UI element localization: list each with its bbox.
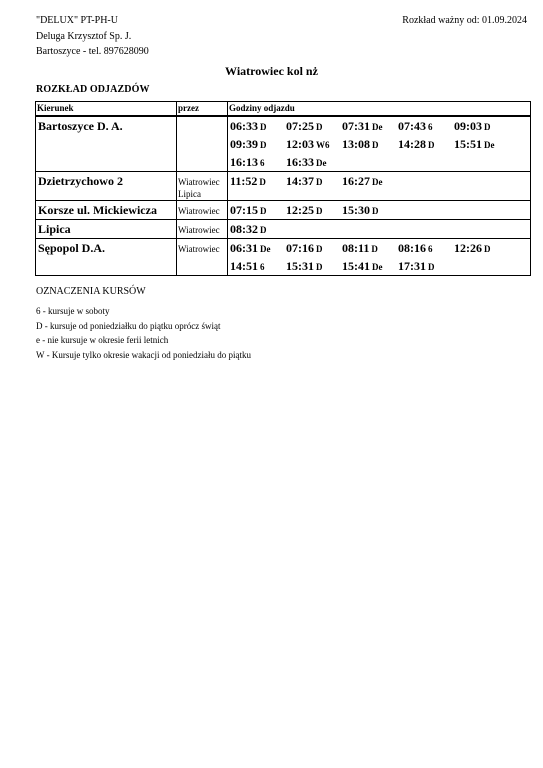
legend-item: W - Kursuje tylko okresie wakacji od poniedziału do piątku (36, 349, 252, 360)
departure-time: 16:33 (286, 155, 314, 169)
departure-time: 14:37 (286, 174, 314, 188)
departure-time: 15:41 (342, 259, 370, 273)
via-cell (177, 116, 228, 172)
departure-time: 12:25 (286, 203, 314, 217)
direction-cell: Dzietrzychowo 2 (36, 172, 177, 201)
departure-time: 08:11 (342, 241, 370, 255)
departure (342, 239, 398, 257)
departure-time: 06:33 (230, 119, 258, 133)
departure-time: 07:31 (342, 119, 370, 133)
departure (228, 135, 286, 153)
departure (228, 117, 286, 135)
departure-time: 12:03 (286, 137, 314, 151)
course-mark: D (371, 244, 378, 254)
departure-time: 09:39 (230, 137, 258, 151)
departure (286, 172, 342, 190)
course-mark: D (316, 244, 323, 254)
course-mark: D (316, 177, 323, 187)
departure (286, 201, 342, 219)
via-cell: Wiatrowiec (177, 201, 228, 220)
departure (228, 172, 286, 190)
departure-time: 07:43 (398, 119, 426, 133)
departure (286, 135, 342, 153)
departure-time: 11:52 (230, 174, 258, 188)
legend (36, 304, 251, 362)
course-mark: D (372, 140, 379, 150)
table-row (36, 172, 531, 201)
contact-info: Bartoszyce - tel. 897628090 (36, 46, 149, 57)
course-mark: D (260, 122, 267, 132)
departure-time: 07:25 (286, 119, 314, 133)
departure-time: 15:31 (286, 259, 314, 273)
time-line (228, 220, 530, 238)
valid-from: Rozkład ważny od: 01.09.2024 (402, 15, 527, 26)
departure (454, 239, 510, 257)
departure-time: 15:30 (342, 203, 370, 217)
course-mark: D (428, 140, 435, 150)
departure-time: 17:31 (398, 259, 426, 273)
table-row (36, 201, 531, 220)
legend-title: OZNACZENIA KURSÓW (36, 286, 146, 297)
departure (286, 257, 342, 275)
time-line (228, 117, 530, 135)
via-cell: Wiatrowiec Lipica (177, 172, 228, 201)
time-line (228, 135, 530, 153)
departure-time: 14:51 (230, 259, 258, 273)
departure-time: 06:31 (230, 241, 258, 255)
operator-info (36, 13, 149, 60)
times-cell (228, 172, 531, 201)
departure-time: 16:27 (342, 174, 370, 188)
course-mark: D (316, 262, 323, 272)
course-mark: D (316, 206, 323, 216)
table-row (36, 116, 531, 172)
course-mark: W6 (316, 140, 330, 150)
time-line (228, 257, 530, 275)
departure (454, 135, 510, 153)
departure (342, 135, 398, 153)
course-mark: D (428, 262, 435, 272)
course-mark: D (260, 140, 267, 150)
owner-name: Deluga Krzysztof Sp. J. (36, 30, 132, 42)
legend-item: D - kursuje od poniedziałku do piątku oprócz świąt (36, 320, 221, 331)
departure-time: 14:28 (398, 137, 426, 151)
departure (228, 257, 286, 275)
course-mark: D (259, 177, 266, 187)
departure-time: 15:51 (454, 137, 482, 151)
departure (286, 153, 342, 171)
departure-time: 16:13 (230, 155, 258, 169)
table-row (36, 239, 531, 276)
course-mark: 6 (428, 122, 433, 132)
time-line (228, 201, 530, 219)
times-cell (228, 201, 531, 220)
departure (342, 201, 398, 219)
departure (398, 117, 454, 135)
course-mark: De (372, 177, 383, 187)
departure (228, 239, 286, 257)
times-cell (228, 220, 531, 239)
departure (228, 201, 286, 219)
departure-time: 07:15 (230, 203, 258, 217)
direction-cell: Korsze ul. Mickiewicza (36, 201, 177, 220)
table-header-row (36, 102, 531, 117)
course-mark: D (260, 225, 267, 235)
header-via: przez (177, 102, 228, 117)
section-title: ROZKŁAD ODJAZDÓW (36, 84, 150, 95)
legend-item: 6 - kursuje w soboty (36, 306, 110, 316)
departure (286, 239, 342, 257)
course-mark: D (484, 244, 491, 254)
course-mark: D (260, 206, 267, 216)
time-line (228, 239, 530, 257)
departure-time: 12:26 (454, 241, 482, 255)
departure-time: 09:03 (454, 119, 482, 133)
time-line (228, 153, 530, 171)
departure-time: 07:16 (286, 241, 314, 255)
course-mark: De (260, 244, 271, 254)
departure-time: 13:08 (342, 137, 370, 151)
company-name: "DELUX" PT-PH-U (36, 15, 118, 26)
departure (342, 117, 398, 135)
course-mark: De (372, 262, 383, 272)
via-cell: Wiatrowiec (177, 220, 228, 239)
departure-time: 08:16 (398, 241, 426, 255)
stop-name: Wiatrowiec kol nż (225, 64, 318, 78)
course-mark: De (484, 140, 495, 150)
course-mark: D (316, 122, 323, 132)
course-mark: D (484, 122, 491, 132)
departure-table (35, 101, 531, 276)
legend-item: e - nie kursuje w okresie ferii letnich (36, 335, 169, 345)
via-cell: Wiatrowiec (177, 239, 228, 276)
header-direction: Kierunek (36, 102, 177, 117)
course-mark: De (316, 158, 327, 168)
course-mark: 6 (260, 262, 265, 272)
table-row (36, 220, 531, 239)
direction-cell: Lipica (36, 220, 177, 239)
departure (342, 257, 398, 275)
header-times: Godziny odjazdu (228, 102, 531, 117)
course-mark: De (372, 122, 383, 132)
departure (454, 117, 510, 135)
departure (228, 220, 286, 238)
times-cell (228, 239, 531, 276)
departure (398, 257, 454, 275)
departure (398, 135, 454, 153)
course-mark: D (372, 206, 379, 216)
course-mark: 6 (260, 158, 265, 168)
direction-cell: Bartoszyce D. A. (36, 116, 177, 172)
departure (398, 239, 454, 257)
direction-cell: Sępopol D.A. (36, 239, 177, 276)
time-line (228, 172, 530, 190)
departure (342, 172, 398, 190)
times-cell (228, 116, 531, 172)
course-mark: 6 (428, 244, 433, 254)
departure (228, 153, 286, 171)
departure (286, 117, 342, 135)
departure-time: 08:32 (230, 222, 258, 236)
